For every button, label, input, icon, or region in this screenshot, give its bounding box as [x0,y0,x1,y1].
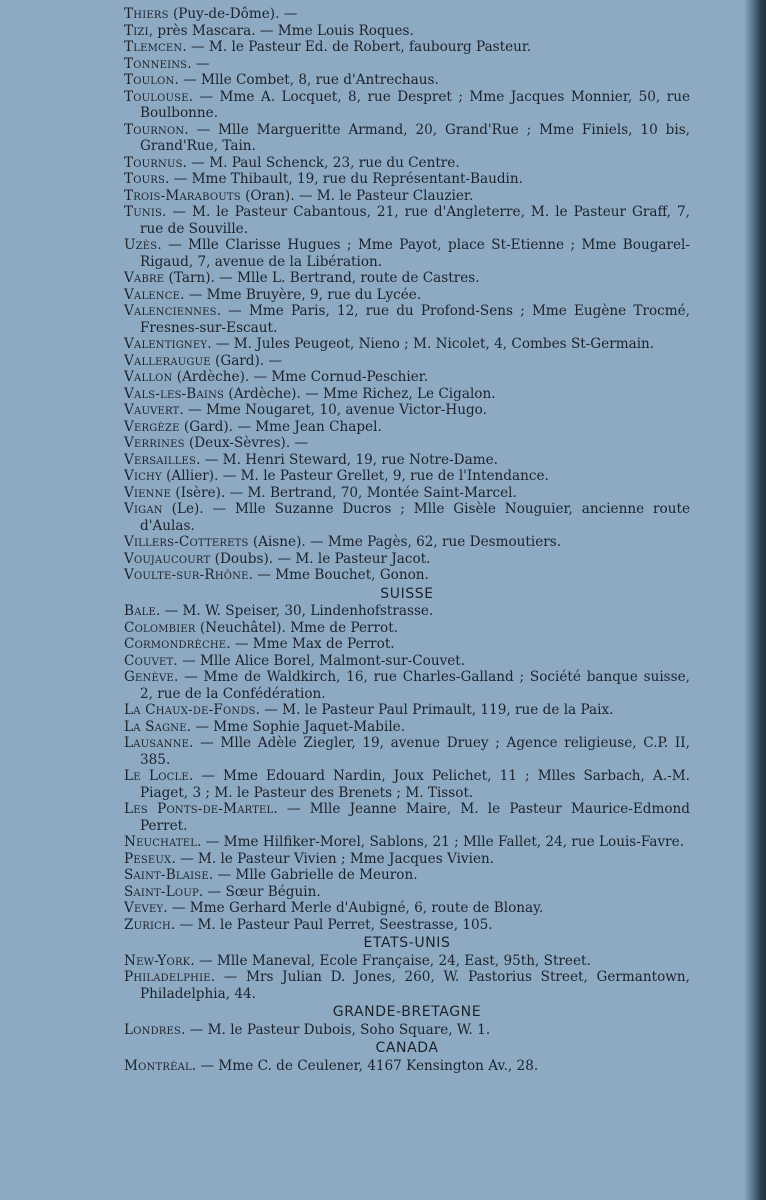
entry-place-name: Bale [124,603,156,619]
directory-entry [124,867,690,884]
entry-details: . — Mlle Maneval, Ecole Française, 24, East, 95th, Street. [190,952,591,969]
directory-entry [124,336,690,353]
entry-details: . — M. le Pasteur Dubois, Soho Square, W. 1. [181,1021,491,1038]
entry-place-name: Vabre [124,270,165,286]
directory-entry [124,287,690,304]
entry-place-name: Voujaucourt [124,550,211,567]
directory-entry [124,155,690,172]
entry-place-name: Toulon [124,72,175,88]
entry-details: (Le). — Mlle Suzanne Ducros ; Mlle Gisèle Nouguier, ancienne route d'Aulas. [140,501,690,534]
entry-details: (Puy-de-Dôme). — [168,6,298,22]
entry-details: (Ardèche). — Mme Richez, Le Cigalon. [224,385,496,402]
entry-details: . — Mme Max de Perrot. [226,636,395,652]
entry-place-name: Cormondrèche [124,636,227,652]
directory-entry [124,270,690,287]
directory-entry [124,386,690,403]
etats-unis-entries [124,953,690,1003]
entry-place-name: Tours [124,171,166,187]
entry-details: (Isère). — M. Bertrand, 70, Montée Saint-Marcel. [171,484,517,501]
entry-place-name: Verrines [124,435,185,451]
entry-place-name: Tonneins [124,55,188,72]
directory-entry [124,72,690,89]
entry-details: . — Mlle Jeanne Maire, M. le Pasteur Maurice-Edmond Perret. [140,801,690,834]
entry-details: . — Mme Nougaret, 10, avenue Victor-Hugo. [179,402,487,418]
entry-details: (Doubs). — M. le Pasteur Jacot. [210,550,431,567]
directory-entry [124,917,690,934]
entry-details: (Oran). — M. le Pasteur Clauzier. [240,187,474,204]
entry-place-name: Tlemcen [124,39,183,55]
entry-details: . — M. W. Speiser, 30, Lindenhofstrasse. [155,603,434,619]
entry-place-name: Saint-Blaise [124,867,209,883]
directory-entry [124,636,690,653]
entry-details: (Neuchâtel). Mme de Perrot. [195,619,398,636]
entry-place-name: Philadelphie [124,969,211,985]
directory-entry [124,485,690,502]
entry-place-name: Montréal [124,1057,192,1074]
directory-entry [124,237,690,270]
entry-details: . — Mme A. Locquet, 8, rue Despret ; Mme Jacques Monnier, 50, rue Boulbonne. [140,88,690,121]
entry-details: (Deux-Sèvres). — [184,435,309,451]
directory-entry [124,6,690,23]
entry-place-name: Zurich [124,916,171,933]
entry-place-name: Vallon [124,369,173,385]
entry-place-name: Tunis [124,204,163,220]
entry-details: (Gard). — [210,352,283,369]
entry-details: . — M. le Pasteur Vivien ; Mme Jacques Vivien. [171,850,495,867]
directory-entry [124,653,690,670]
entry-place-name: Voulte-sur-Rhône [124,567,249,583]
entry-details: . — Mme Edouard Nardin, Joux Pelichet, 11 ; Mlles Sarbach, A.-M. Piaget, 3 ; M. le Pasteur des Brenets ; M. Tissot. [140,768,690,801]
directory-entry [124,188,690,205]
directory-entry [124,669,690,702]
entry-place-name: Neuchatel [124,834,198,850]
entry-details: . — [187,55,210,72]
entry-details: . — Mme Thibault, 19, rue du Représentant-Baudin. [165,171,523,187]
directory-entry [124,567,690,584]
entry-place-name: Tournon [124,121,185,138]
entry-details: . — Mme Paris, 12, rue du Profond-Sens ; Mme Eugène Trocmé, Fresnes-sur-Escaut. [140,303,690,336]
entry-details: . — Mlle Gabrielle de Meuron. [208,867,418,883]
entry-details: . — M. Jules Peugeot, Nieno ; M. Nicolet, 4, Combes St-Germain. [207,336,655,352]
entry-details: (Gard). — Mme Jean Chapel. [179,418,382,435]
entry-place-name: Colombier [124,619,196,636]
entry-place-name: Trois-Marabouts [124,187,241,204]
entry-details: . — Mme Bouchet, Gonon. [248,567,429,583]
entry-place-name: Saint-Loup [124,883,199,900]
entry-place-name: Les Ponts-de-Martel [124,801,274,817]
entry-details: . — Mme C. de Ceulener, 4167 Kensington Av., 28. [191,1057,539,1074]
directory-entry [124,884,690,901]
directory-page [124,6,690,1074]
directory-entry [124,353,690,370]
directory-entry [124,204,690,237]
directory-entry [124,39,690,56]
entry-place-name: Genève [124,669,174,685]
entry-place-name: Le Locle [124,768,189,784]
entry-place-name: Valenciennes [124,303,217,319]
entry-details: . — M. le Pasteur Paul Primault, 119, rue de la Paix. [255,702,614,718]
entry-place-name: Couvet [124,652,174,669]
entry-place-name: Villers-Cotterets [124,534,249,550]
entry-place-name: Valentigney [124,336,208,352]
section-heading-canada: CANADA [375,1040,439,1056]
entry-details: . — Sœur Béguin. [198,883,321,900]
section-heading-grande-bretagne: GRANDE-BRETAGNE [332,1004,482,1020]
directory-entry [124,620,690,637]
directory-entry [124,851,690,868]
france-entries [124,6,690,584]
canada-entries [124,1058,690,1075]
directory-entry [124,702,690,719]
entry-place-name: Peseux [124,850,172,867]
directory-entry [124,468,690,485]
directory-entry [124,171,690,188]
entry-place-name: Toulouse [124,88,189,105]
directory-entry [124,419,690,436]
directory-entry [124,801,690,834]
entry-place-name: Thiers [124,6,169,22]
entry-details: . — M. le Pasteur Paul Perret, Seestrasse, 105. [170,916,493,933]
directory-entry [124,23,690,40]
entry-place-name: Uzès [124,237,158,253]
entry-details: . — Mme Gerhard Merle d'Aubigné, 6, route de Blonay. [163,900,544,916]
directory-entry [124,900,690,917]
entry-details: . — M. Henri Steward, 19, rue Notre-Dame. [196,451,498,468]
directory-entry [124,603,690,620]
entry-place-name: Londres [124,1021,182,1038]
entry-details: . — Mme Sophie Jaquet-Mabile. [186,718,406,735]
entry-place-name: Vergèze [124,418,180,435]
entry-details: . — Mlle Adèle Ziegler, 19, avenue Druey ; Agence religieuse, C.P. II, 385. [140,735,690,768]
entry-place-name: Vauvert [124,402,180,418]
entry-place-name: La Sagne [124,718,187,735]
entry-place-name: Versailles [124,451,197,468]
entry-details: . — Mme Hilfiker-Morel, Sablons, 21 ; Mlle Fallet, 24, rue Louis-Favre. [197,834,685,850]
entry-details: (Aisne). — Mme Pagès, 62, rue Desmoutiers. [248,534,562,550]
entry-details: . — Mlle Combet, 8, rue d'Antrechaus. [174,72,439,88]
directory-entry [124,953,690,970]
entry-place-name: Valence [124,286,181,303]
entry-details: . — Mlle Alice Borel, Malmont-sur-Couvet. [173,652,466,669]
directory-entry [124,768,690,801]
entry-details: . — M. Paul Schenck, 23, rue du Centre. [182,154,460,171]
directory-entry [124,402,690,419]
entry-details: . — Mrs Julian D. Jones, 260, W. Pastorius Street, Germantown, Philadelphia, 44. [140,969,690,1002]
section-heading-etats-unis: ETATS-UNIS [363,935,451,951]
directory-entry [124,1058,690,1075]
entry-place-name: Tournus [124,154,183,171]
book-spine-shadow [744,0,766,1200]
directory-entry [124,719,690,736]
entry-place-name: Vevey [124,900,164,916]
directory-entry [124,369,690,386]
entry-place-name: Vals-les-Bains [124,385,225,402]
directory-entry [124,89,690,122]
entry-details: . — Mlle Margueritte Armand, 20, Grand'Rue ; Mme Finiels, 10 bis, Grand'Rue, Tain. [140,121,690,154]
directory-entry [124,501,690,534]
directory-entry [124,735,690,768]
grande-bretagne-entries [124,1022,690,1039]
entry-place-name: Lausanne [124,735,190,751]
directory-entry [124,834,690,851]
entry-place-name: Vienne [124,484,172,501]
entry-details: . — M. le Pasteur Ed. de Robert, faubourg Pasteur. [182,39,532,55]
directory-entry [124,122,690,155]
entry-details: . — Mme de Waldkirch, 16, rue Charles-Galland ; Société banque suisse, 2, rue de la Confédération. [140,669,690,702]
entry-details: . — Mme Bruyère, 9, rue du Lycée. [180,286,422,303]
entry-place-name: Vichy [124,468,162,484]
entry-details: (Allier). — M. le Pasteur Grellet, 9, rue de l'Intendance. [161,468,549,484]
entry-details: . — M. le Pasteur Cabantous, 21, rue d'Angleterre, M. le Pasteur Graff, 7, rue de Souville. [140,204,690,237]
directory-entry [124,452,690,469]
directory-entry [124,1022,690,1039]
directory-entry [124,969,690,1002]
directory-entry [124,551,690,568]
entry-place-name: Vigan [124,501,163,517]
directory-entry [124,534,690,551]
entry-details: (Ardèche). — Mme Cornud-Peschier. [172,369,429,385]
entry-place-name: La Chaux-de-Fonds [124,702,256,718]
section-heading-suisse: SUISSE [380,585,434,602]
entry-place-name: Tizi [124,22,149,39]
entry-details: , près Mascara. — Mme Louis Roques. [148,22,414,39]
entry-place-name: New-York [124,952,191,969]
entry-details: . — Mlle Clarisse Hugues ; Mme Payot, place St-Etienne ; Mme Bougarel-Rigaud, 7, avenue de la Libération. [140,237,690,270]
suisse-entries [124,603,690,933]
directory-entry [124,56,690,73]
directory-entry [124,303,690,336]
directory-entry [124,435,690,452]
entry-place-name: Valleraugue [124,352,211,369]
entry-details: (Tarn). — Mlle L. Bertrand, route de Castres. [164,270,480,286]
